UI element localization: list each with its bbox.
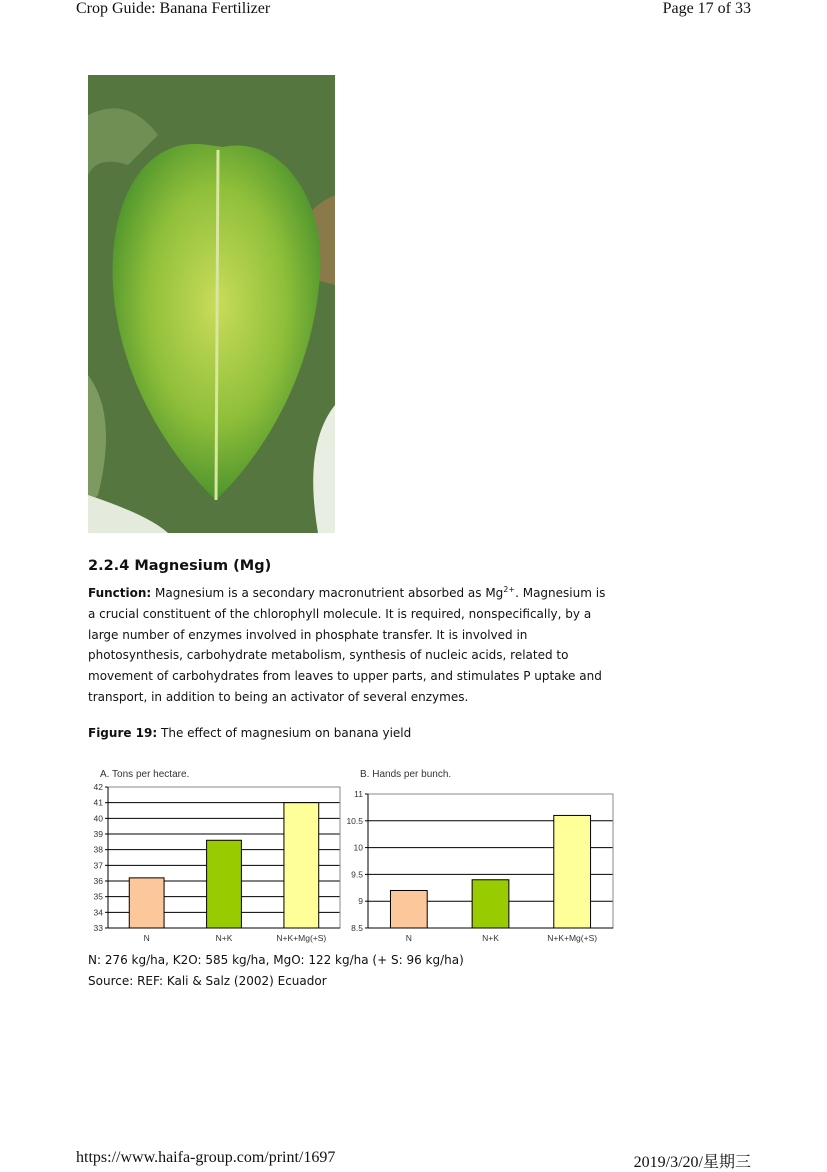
bar-n: [390, 890, 427, 928]
figure-caption-text: The effect of magnesium on banana yield: [157, 726, 412, 740]
page-number: Page 17 of 33: [662, 0, 751, 17]
y-tick-label: 38: [93, 844, 103, 855]
superscript-charge: 2+: [503, 585, 516, 594]
y-tick-label: 10.5: [346, 815, 363, 826]
y-tick-label: 35: [93, 891, 103, 902]
x-tick-label: N: [143, 933, 150, 943]
function-paragraph: [88, 580, 608, 708]
y-tick-label: 8.5: [351, 923, 363, 933]
function-label: Function:: [88, 586, 152, 600]
y-tick-label: 42: [93, 782, 103, 792]
footer-url: https://www.haifa-group.com/print/1697: [76, 1149, 336, 1166]
x-tick-label: N+K: [215, 933, 233, 943]
y-tick-label: 9.5: [351, 869, 363, 880]
y-tick-label: 41: [93, 797, 103, 808]
banana-leaf-photo: [88, 75, 335, 533]
fertilizer-rates-note: N: 276 kg/ha, K2O: 585 kg/ha, MgO: 122 kg/ha (+ S: 96 kg/ha): [88, 953, 464, 967]
source-note: Source: REF: Kali & Salz (2002) Ecuador: [88, 974, 327, 988]
x-tick-label: N+K+Mg(+S): [547, 933, 598, 943]
figure-caption: [88, 726, 411, 740]
paragraph-text-1: Magnesium is a secondary macronutrient absorbed as Mg: [151, 586, 504, 600]
y-tick-label: 9: [358, 896, 363, 907]
bar-n-k: [207, 840, 242, 928]
x-tick-label: N+K+Mg(+S): [276, 933, 327, 943]
bar-n-k-mg-s-: [554, 815, 591, 928]
bar-n-k: [472, 880, 509, 928]
chart-tons-per-hectare: [88, 764, 350, 950]
y-tick-label: 33: [93, 923, 103, 933]
paragraph-text-2: . Magnesium is a crucial constituent of the chlorophyll molecule. It is required, nonspecifically, by a large number of enzymes involved in phosphate transfer. It is involved in photosynthesis, carbohydrate metabolism, synthesis of nucleic acids, related to movement of carbohydrates from leaves to upper parts, and stimulates P uptake and transport, in addition to being an activator of several enzymes.: [88, 586, 606, 704]
chart-hands-per-bunch: [340, 764, 618, 950]
chart-a-svg: [88, 764, 350, 950]
x-tick-label: N+K: [482, 933, 499, 943]
section-heading: 2.2.4 Magnesium (Mg): [88, 558, 272, 574]
bar-n: [129, 878, 164, 928]
header-title: Crop Guide: Banana Fertilizer: [76, 0, 271, 17]
y-tick-label: 11: [354, 789, 363, 799]
chart-title: B. Hands per bunch.: [360, 769, 452, 780]
figure-label: Figure 19:: [88, 726, 158, 740]
bar-n-k-mg-s-: [284, 803, 319, 928]
chart-title: A. Tons per hectare.: [100, 769, 190, 780]
y-tick-label: 39: [93, 829, 103, 839]
y-tick-label: 10: [353, 842, 363, 853]
x-tick-label: N: [405, 933, 412, 943]
y-tick-label: 34: [93, 907, 103, 918]
y-tick-label: 40: [93, 813, 103, 824]
footer-date: 2019/3/20/星期三: [633, 1154, 751, 1171]
y-tick-label: 36: [93, 876, 103, 886]
chart-b-svg: [340, 764, 618, 950]
y-tick-label: 37: [93, 860, 103, 871]
